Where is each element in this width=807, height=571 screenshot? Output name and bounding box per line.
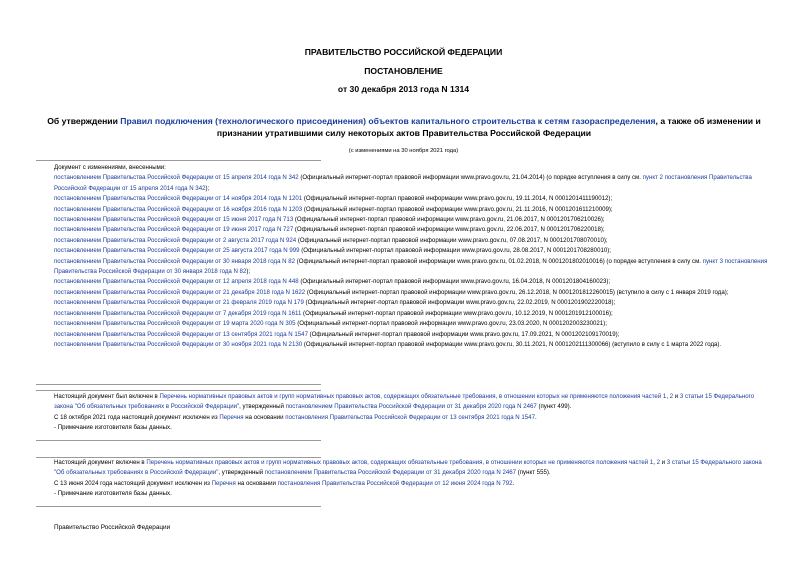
publisher-note: - Примечание изготовителя базы данных. <box>54 424 172 432</box>
change-item: постановлением Правительства Российской Федерации от 30 января 2018 года N 82 (Официальный интернет-портал правовой информации www.pravo.gov.ru, 01.02.2018, N 0001201802010016) (о порядке вступления в силу см. пункт 3 постановления Правительства Российской Федерации от 30 января 2018 года N 82); <box>54 257 768 276</box>
title-rules-link[interactable]: Правил подключения (технологического присоединения) объектов капитального строительства к сетям газораспределения <box>120 116 656 126</box>
divider <box>36 506 321 507</box>
list-link[interactable]: Перечень нормативных правовых актов и групп нормативных правовых актов, содержащих обязательные требования, в отношении которых не применяются положения частей 1 <box>159 393 667 400</box>
document-title <box>24 116 784 139</box>
change-link[interactable]: постановлением Правительства Российской Федерации от 15 апреля 2014 года N 342 <box>54 174 299 182</box>
redaction-note: (с изменениями на 30 ноября 2021 года) <box>348 148 459 154</box>
change-link[interactable]: постановлением Правительства Российской Федерации от 19 марта 2020 года N 305 <box>54 320 296 328</box>
changes-list <box>36 163 770 350</box>
title-prefix: Об утверждении <box>47 116 121 126</box>
change-link[interactable]: постановлением Правительства Российской Федерации от 21 декабря 2018 года N 1622 <box>54 288 306 296</box>
change-item: постановлением Правительства Российской Федерации от 19 июня 2017 года N 727 (Официальный интернет-портал правовой информации www.pravo.gov.ru, 22.06.2017, N 0001201706220018); <box>54 226 605 234</box>
change-item: постановлением Правительства Российской Федерации от 14 ноября 2014 года N 1201 (Официальный интернет-портал правовой информации www.pravo.gov.ru, 19.11.2014, N 0001201411190012); <box>54 195 613 203</box>
change-link[interactable]: постановлением Правительства Российской Федерации от 21 февраля 2019 года N 179 <box>54 299 304 307</box>
resolution-link[interactable]: постановления Правительства Российской Федерации от 13 сентября 2021 года N 1547 <box>285 413 535 421</box>
list-link[interactable]: Перечня <box>211 479 236 487</box>
change-item: постановлением Правительства Российской Федерации от 2 августа 2017 года N 924 (Официальный интернет-портал правовой информации www.pravo.gov.ru, 07.08.2017, N 0001201708070010); <box>54 236 608 244</box>
divider <box>36 440 321 441</box>
title-suffix: , а также об изменении и признании утратившими силу некоторых актов Правительства Российской Федерации <box>216 116 761 138</box>
law-article-link[interactable]: 3 статьи 15 Федерального закона "Об обязательных требованиях в Российской Федерации" <box>54 459 762 477</box>
resolution-link[interactable]: постановлением Правительства Российской Федерации от 31 декабря 2020 года N 2467 <box>285 403 537 411</box>
part-2-link[interactable]: 2 <box>669 393 674 400</box>
change-item: постановлением Правительства Российской Федерации от 15 июня 2017 года N 713 (Официальный интернет-портал правовой информации www.pravo.gov.ru, 21.06.2017, N 0001201706210026); <box>54 216 605 224</box>
change-item: постановлением Правительства Российской Федерации от 30 ноября 2021 года N 2130 (Официальный интернет-портал правовой информации www.pravo.gov.ru, 30.11.2021, N 0001202111300066) (вступило в силу с 1 марта 2022 года). <box>54 340 722 348</box>
change-link[interactable]: постановлением Правительства Российской Федерации от 16 ноября 2016 года N 1203 <box>54 205 303 213</box>
change-item: постановлением Правительства Российской Федерации от 12 апреля 2018 года N 448 (Официальный интернет-портал правовой информации www.pravo.gov.ru, 16.04.2018, N 0001201804160023); <box>54 278 611 286</box>
change-item: постановлением Правительства Российской Федерации от 19 марта 2020 года N 305 (Официальный интернет-портал правовой информации www.pravo.gov.ru, 23.03.2020, N 0001202003230021); <box>54 320 607 328</box>
divider <box>36 384 321 385</box>
resolution-link[interactable]: постановления Правительства Российской Федерации от 12 июня 2024 года N 792 <box>277 479 513 487</box>
change-link[interactable]: постановлением Правительства Российской Федерации от 13 сентября 2021 года N 1547 <box>54 330 308 338</box>
change-link[interactable]: постановлением Правительства Российской Федерации от 25 августа 2017 года N 999 <box>54 247 300 255</box>
list-link[interactable]: Перечня <box>219 413 244 421</box>
change-link[interactable]: постановлением Правительства Российской Федерации от 7 декабря 2019 года N 1611 <box>54 309 302 317</box>
change-link[interactable]: постановлением Правительства Российской Федерации от 30 ноября 2021 года N 2130 <box>54 340 303 348</box>
change-item: постановлением Правительства Российской Федерации от 21 февраля 2019 года N 179 (Официальный интернет-портал правовой информации www.pravo.gov.ru, 22.02.2019, N 0001201902220018); <box>54 299 616 307</box>
change-link-secondary[interactable]: пункт 2 постановления Правительства Российской Федерации от 15 апреля 2014 года N 342 <box>54 174 752 192</box>
change-link-secondary[interactable]: пункт 3 постановления Правительства Российской Федерации от 30 января 2018 года N 82 <box>54 257 768 276</box>
publisher-note: - Примечание изготовителя базы данных. <box>54 490 172 498</box>
list-link[interactable]: Перечень нормативных правовых актов и групп нормативных правовых актов, содержащих обязательные требования, в отношении которых не применяются положения частей 1 <box>146 459 654 466</box>
footer-organization: Правительство Российской Федерации <box>54 524 171 531</box>
law-article-link[interactable]: 3 статьи 15 Федерального закона "Об обязательных требованиях в Российской Федерации" <box>54 393 755 411</box>
change-link[interactable]: постановлением Правительства Российской Федерации от 30 января 2018 года N 82 <box>54 257 296 265</box>
change-item: постановлением Правительства Российской Федерации от 15 апреля 2014 года N 342 (Официальный интернет-портал правовой информации www.pravo.gov.ru, 21.04.2014) (о порядке вступления в силу см. пункт 2 постановления Правительства Российской Федерации от 15 апреля 2014 года N 342); <box>54 174 752 192</box>
divider <box>36 390 321 391</box>
change-link[interactable]: постановлением Правительства Российской Федерации от 15 июня 2017 года N 713 <box>54 216 294 224</box>
document-date: от 30 декабря 2013 года N 1314 <box>337 84 470 94</box>
change-item: постановлением Правительства Российской Федерации от 13 сентября 2021 года N 1547 (Официальный интернет-портал правовой информации www.pravo.gov.ru, 17.09.2021, N 0001202109170019); <box>54 330 620 338</box>
change-item: постановлением Правительства Российской Федерации от 25 августа 2017 года N 999 (Официальный интернет-портал правовой информации www.pravo.gov.ru, 28.08.2017, N 0001201708280010); <box>54 247 611 255</box>
change-link[interactable]: постановлением Правительства Российской Федерации от 12 апреля 2018 года N 448 <box>54 278 299 286</box>
change-link[interactable]: постановлением Правительства Российской Федерации от 14 ноября 2014 года N 1201 <box>54 195 303 203</box>
changes-intro: Документ с изменениями, внесенными: <box>54 164 166 171</box>
part-2-link[interactable]: 2 <box>656 459 660 466</box>
government-heading: ПРАВИТЕЛЬСТВО РОССИЙСКОЙ ФЕДЕРАЦИИ <box>304 47 503 57</box>
resolution-link[interactable]: постановлением Правительства Российской Федерации от 31 декабря 2020 года N 2467 <box>264 469 517 477</box>
change-link[interactable]: постановлением Правительства Российской Федерации от 19 июня 2017 года N 727 <box>54 226 294 234</box>
change-link[interactable]: постановлением Правительства Российской Федерации от 2 августа 2017 года N 924 <box>54 236 297 244</box>
change-item: постановлением Правительства Российской Федерации от 7 декабря 2019 года N 1611 (Официальный интернет-портал правовой информации www.pravo.gov.ru, 10.12.2019, N 0001201912100016); <box>54 309 613 317</box>
document-type: ПОСТАНОВЛЕНИЕ <box>364 66 443 76</box>
exclusion-note-2: Настоящий документ включен в Перечень нормативных правовых актов и групп нормативных правовых актов, содержащих обязательные требования, в отношении которых не применяются положения частей 1, 2 и 3 статьи 15 Федерального закона "Об обязательных требованиях в Российской Федерации", утвержденный постановлением Правительства Российской Федерации от 31 декабря 2020 года N 2467 (пункт 555). С 13 июня 2024 года настоящий документ исключен из Перечня на основании постановления Правительства Российской Федерации от 12 июня 2024 года N 792. - Примечание изготовителя базы данных. <box>36 458 770 500</box>
exclusion-note-1: Настоящий документ был включен в Перечень нормативных правовых актов и групп нормативных правовых актов, содержащих обязательные требования, в отношении которых не применяются положения частей 1, 2 и 3 статьи 15 Федерального закона "Об обязательных требованиях в Российской Федерации", утвержденный постановлением Правительства Российской Федерации от 31 декабря 2020 года N 2467 (пункт 499). С 18 октября 2021 года настоящий документ исключен из Перечня на основании постановления Правительства Российской Федерации от 13 сентября 2021 года N 1547. - Примечание изготовителя базы данных. <box>36 392 770 434</box>
change-item: постановлением Правительства Российской Федерации от 21 декабря 2018 года N 1622 (Официальный интернет-портал правовой информации www.pravo.gov.ru, 26.12.2018, N 0001201812260015) (вступило в силу с 1 января 2019 года); <box>54 288 729 296</box>
divider <box>36 160 321 161</box>
change-item: постановлением Правительства Российской Федерации от 16 ноября 2016 года N 1203 (Официальный интернет-портал правовой информации www.pravo.gov.ru, 21.11.2016, N 0001201611210009); <box>54 205 613 213</box>
